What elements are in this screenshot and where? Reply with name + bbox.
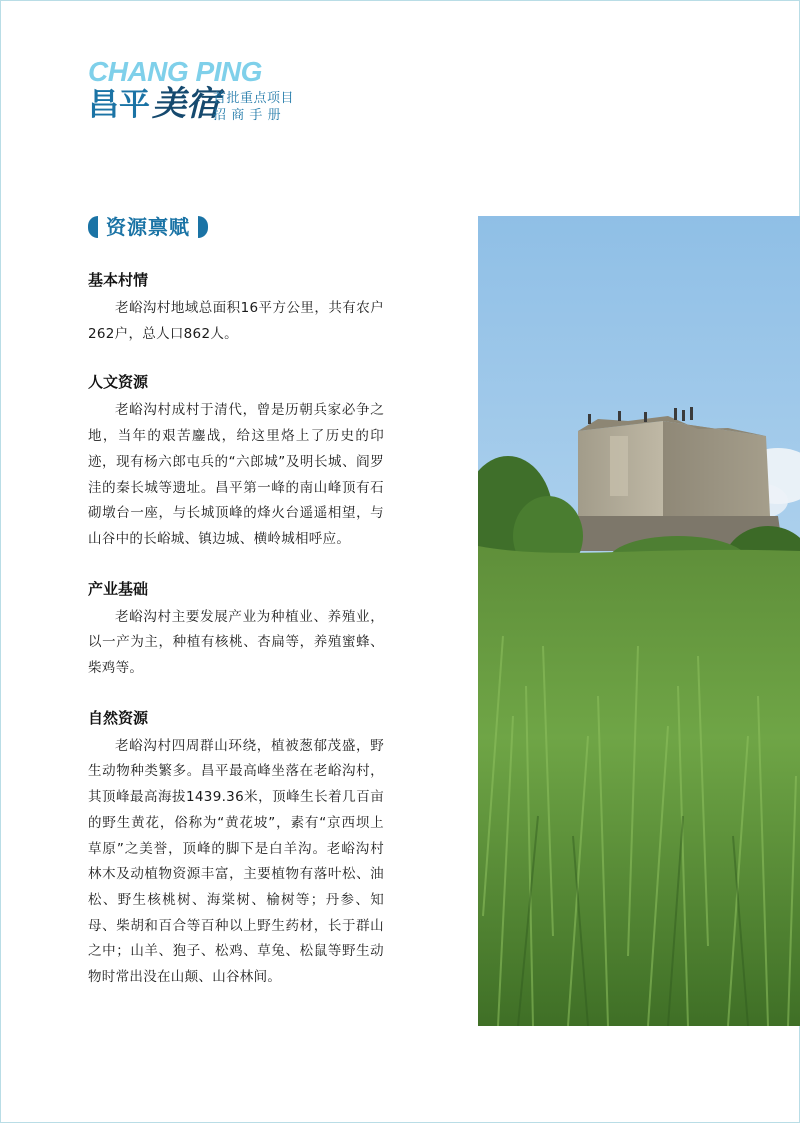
block-heading: 产业基础 — [88, 579, 149, 598]
logo-subtitle-line2: 招商手册 — [213, 108, 286, 123]
block-basic-info — [88, 270, 384, 347]
text-column — [88, 270, 384, 991]
section-header — [88, 212, 208, 242]
block-heading: 自然资源 — [88, 708, 149, 727]
block-heading: 基本村情 — [88, 271, 149, 289]
block-paragraph: 老峪沟村主要发展产业为种植业、养殖业，以一产为主，种植有核桃、杏扁等，养殖蜜蜂、柴鸡等。 — [88, 608, 384, 677]
section-cap-left — [88, 216, 98, 238]
block-heading: 人文资源 — [88, 373, 149, 392]
block-paragraph: 老峪沟村四周群山环绕，植被葱郁茂盛，野生动物种类繁多。昌平最高峰坐落在老峪沟村，其顶峰最高海拔1439.36米，顶峰生长着几百亩的野生黄花，俗称为“黄花坡”，素有“京西坝上草原”之美誉，顶峰的脚下是白羊沟。老峪沟村林木及动植物资源丰富，主要植物有落叶松、油松、野生核桃树、海棠树、榆树等；丹参、知母、柴胡和百合等百种以上野生药材，长于群山之中；山羊、狍子、松鸡、草兔、松鼠等野生动物时常出没在山颠、山谷林间。 — [88, 737, 384, 986]
watchtower-landscape-image — [478, 216, 800, 1026]
block-industry — [88, 579, 384, 682]
photo-watchtower — [478, 216, 800, 1026]
logo-cn-prefix: 昌平 — [88, 87, 150, 123]
logo-subtitle — [213, 90, 294, 124]
block-paragraph: 老峪沟村地域总面积16平方公里，共有农户262户，总人口862人。 — [88, 300, 384, 342]
logo-english: CHANG PING — [88, 56, 262, 87]
logo-subtitle-line1: 首批重点项目 — [213, 91, 295, 106]
block-nature — [88, 708, 384, 991]
section-title: 资源禀赋 — [106, 215, 190, 239]
logo-chinese — [88, 84, 220, 125]
section-cap-right — [198, 216, 208, 238]
block-culture — [88, 372, 384, 552]
block-paragraph: 老峪沟村成村于清代，曾是历朝兵家必争之地，当年的艰苦鏖战，给这里烙上了历史的印迹，现有杨六郎屯兵的“六郎城”及明长城、阎罗洼的秦长城等遗址。昌平第一峰的南山峰顶有石砌墩台一座，与长城顶峰的烽火台遥遥相望，与山谷中的长峪城、镇边城、横岭城相呼应。 — [88, 402, 384, 547]
logo-cn-script: 美宿 — [152, 84, 220, 124]
